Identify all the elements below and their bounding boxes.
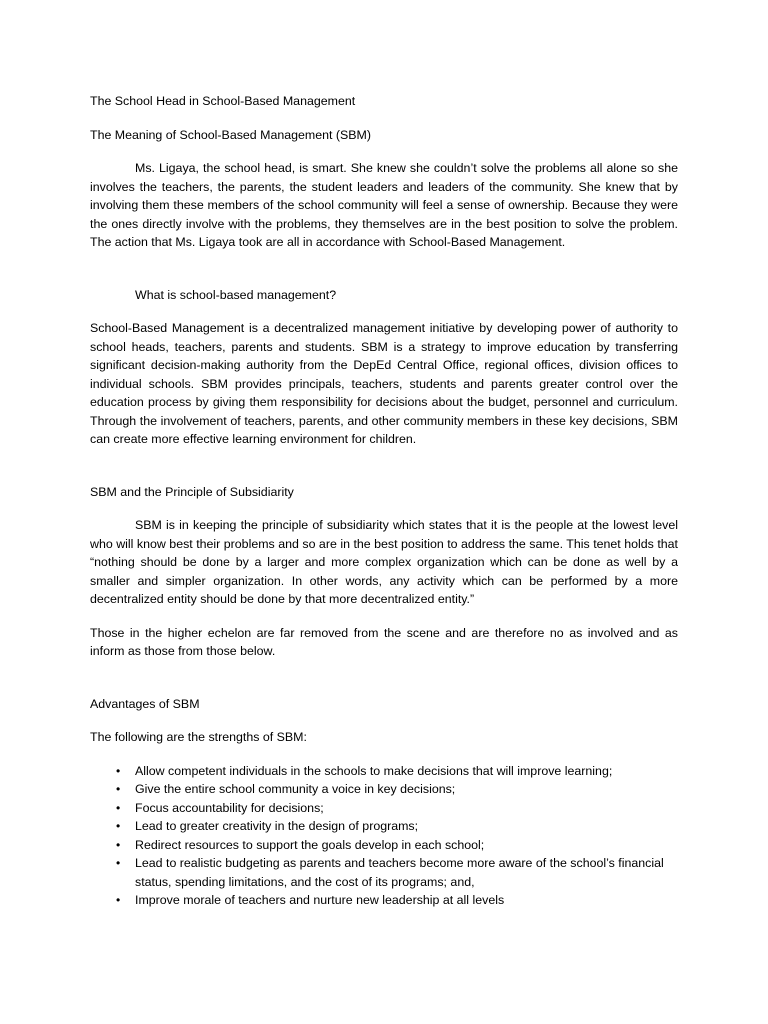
bullet-icon: • <box>116 856 121 870</box>
bullet-icon: • <box>116 837 121 852</box>
strengths-intro: The following are the strengths of SBM: <box>90 730 307 744</box>
list-item <box>90 762 678 781</box>
list-item-text: Lead to realistic budgeting as parents and teachers become more aware of the school’s financial status, spending limitations, and the cost of its programs; and, <box>135 856 664 889</box>
document-subtitle: The Meaning of School-Based Management (SBM) <box>90 127 371 142</box>
list-item <box>90 891 678 910</box>
bullet-icon: • <box>116 782 121 796</box>
document-page <box>90 92 678 910</box>
bullet-icon: • <box>116 819 121 833</box>
list-item <box>90 817 678 836</box>
list-item-text: Focus accountability for decisions; <box>135 800 324 815</box>
definition-paragraph: School-Based Management is a decentralized management initiative by developing power of authority to school heads, teachers, parents and students. SBM is a strategy to improve education by transferring significant decision-making authority from the DepEd Central Office, regional offices, division offices to individual schools. SBM provides principals, teachers, students and parents greater control over the education process by giving them responsibility for decisions about the budget, personnel and curriculum. Through the involvement of teachers, parents, and other community members in these key decisions, SBM can create more effective learning environment for children. <box>90 321 678 446</box>
list-item <box>90 836 678 855</box>
list-item-text: Allow competent individuals in the schools to make decisions that will improve learning; <box>135 763 613 778</box>
document-title: The School Head in School-Based Management <box>90 94 356 108</box>
list-item <box>90 854 678 891</box>
list-item-text: Improve morale of teachers and nurture new leadership at all levels <box>135 893 505 907</box>
bullet-icon: • <box>116 800 121 815</box>
list-item <box>90 780 678 799</box>
bullet-icon: • <box>116 763 121 778</box>
strengths-list <box>90 762 678 910</box>
intro-paragraph: Ms. Ligaya, the school head, is smart. She knew she couldn’t solve the problems all alone so she involves the teachers, the parents, the student leaders and leaders of the community. She knew that by involving them these members of the school community will feel a sense of ownership. Because they were the ones directly involve with the problems, they themselves are in the best position to solve the problem. The action that Ms. Ligaya took are all in accordance with School-Based Management. <box>90 161 678 249</box>
advantages-heading: Advantages of SBM <box>90 696 200 711</box>
subsidiarity-paragraph: SBM is in keeping the principle of subsidiarity which states that it is the people at the lowest level who will know best their problems and so are in the best position to address the same. This tenet holds that “nothing should be done by a larger and more complex organization which can be done as well by a smaller and simpler organization. In other words, any activity which can be performed by a more decentralized entity should be done by that more decentralized entity.” <box>90 518 678 606</box>
list-item-text: Give the entire school community a voice in key decisions; <box>135 782 456 796</box>
question-heading: What is school-based management? <box>135 287 337 302</box>
list-item <box>90 799 678 818</box>
echelon-paragraph: Those in the higher echelon are far removed from the scene and are therefore no as involved and as inform as those from those below. <box>90 625 678 658</box>
list-item-text: Redirect resources to support the goals develop in each school; <box>135 837 485 852</box>
subsidiarity-heading: SBM and the Principle of Subsidiarity <box>90 484 294 499</box>
bullet-icon: • <box>116 893 121 907</box>
list-item-text: Lead to greater creativity in the design of programs; <box>135 819 419 833</box>
